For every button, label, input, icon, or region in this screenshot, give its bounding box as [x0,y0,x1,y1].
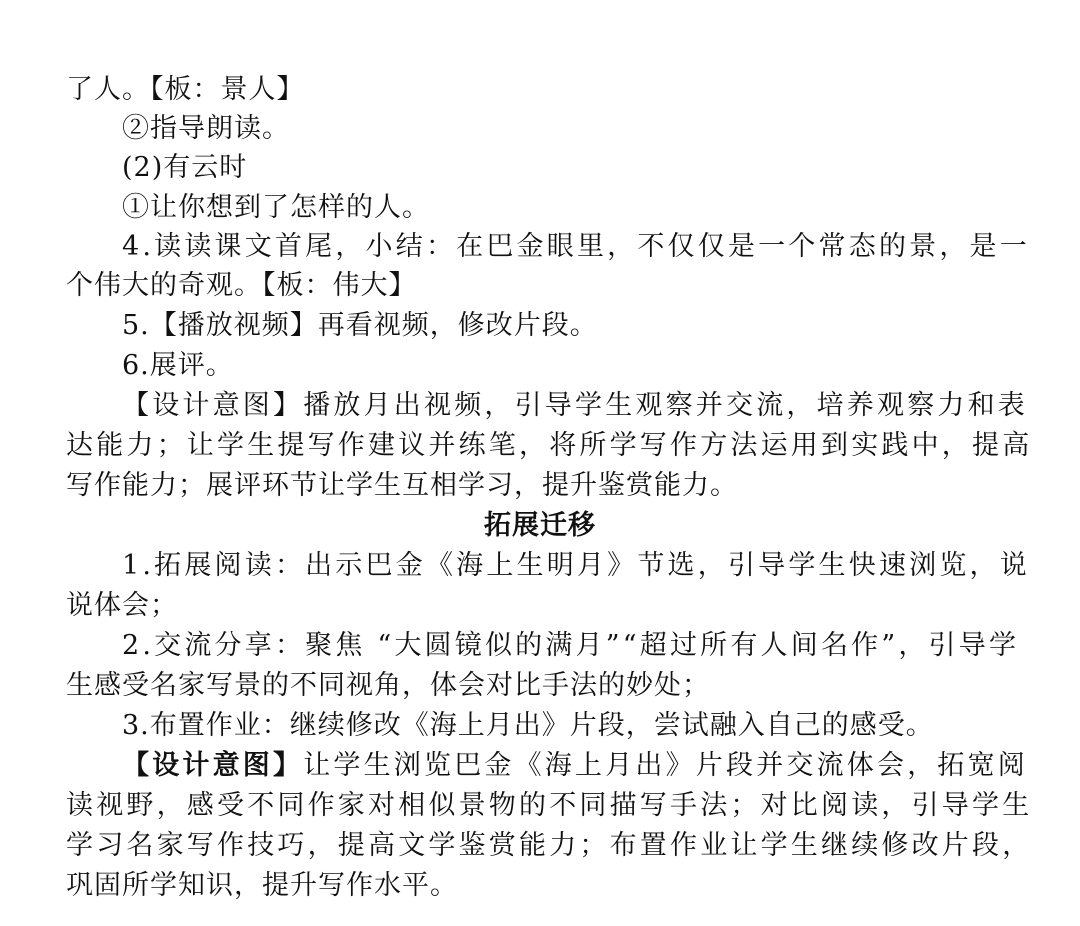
text-line: (2)有云时 [122,152,248,183]
text-line: 3.布置作业：继续修改《海上月出》片段，尝试融入自己的感受。 [122,710,934,741]
text-line: 达能力；让学生提写作建议并练笔，将所学写作方法运用到实践中，提高 [66,430,1033,461]
text-line: 说体会； [66,590,178,621]
text-line: 6.展评。 [122,350,234,381]
section-heading: 拓展迁移 [484,510,596,541]
text-line: 2.交流分享：聚焦 “大圆镜似的满月”“超过所有人间名作”，引导学 [122,630,1020,661]
text-line: 巩固所学知识，提升写作水平。 [66,870,458,901]
text-line-design-intent [122,748,1028,784]
text-line: 写作能力；展评环节让学生互相学习，提升鉴赏能力。 [66,470,738,501]
text-line: ①让你想到了怎样的人。 [122,192,430,223]
design-intent-text: 让学生浏览巴金《海上月出》片段并交流体会，拓宽阅 [303,750,1029,781]
text-line: 4.读读课文首尾，小结：在巴金眼里，不仅仅是一个常态的景，是一 [122,231,1030,262]
text-line: 生感受名家写景的不同视角，体会对比手法的妙处； [66,670,710,701]
text-line: 【设计意图】播放月出视频，引导学生观察并交流，培养观察力和表 [122,390,1028,421]
text-line: 了人。【板：景人】 [66,74,305,105]
text-line: 读视野，感受不同作家对相似景物的不同描写手法；对比阅读，引导学生 [66,790,1033,821]
text-line: ②指导朗读。 [122,113,290,144]
design-intent-label: 【设计意图】 [122,750,304,781]
text-line: 5.【播放视频】再看视频，修改片段。 [122,310,598,341]
text-line: 个伟大的奇观。【板：伟大】 [66,270,417,301]
text-line: 学习名家写作技巧，提高文学鉴赏能力；布置作业让学生继续修改片段， [66,830,1033,861]
text-line: 1.拓展阅读：出示巴金《海上生明月》节选，引导学生快速浏览，说 [122,550,1030,581]
